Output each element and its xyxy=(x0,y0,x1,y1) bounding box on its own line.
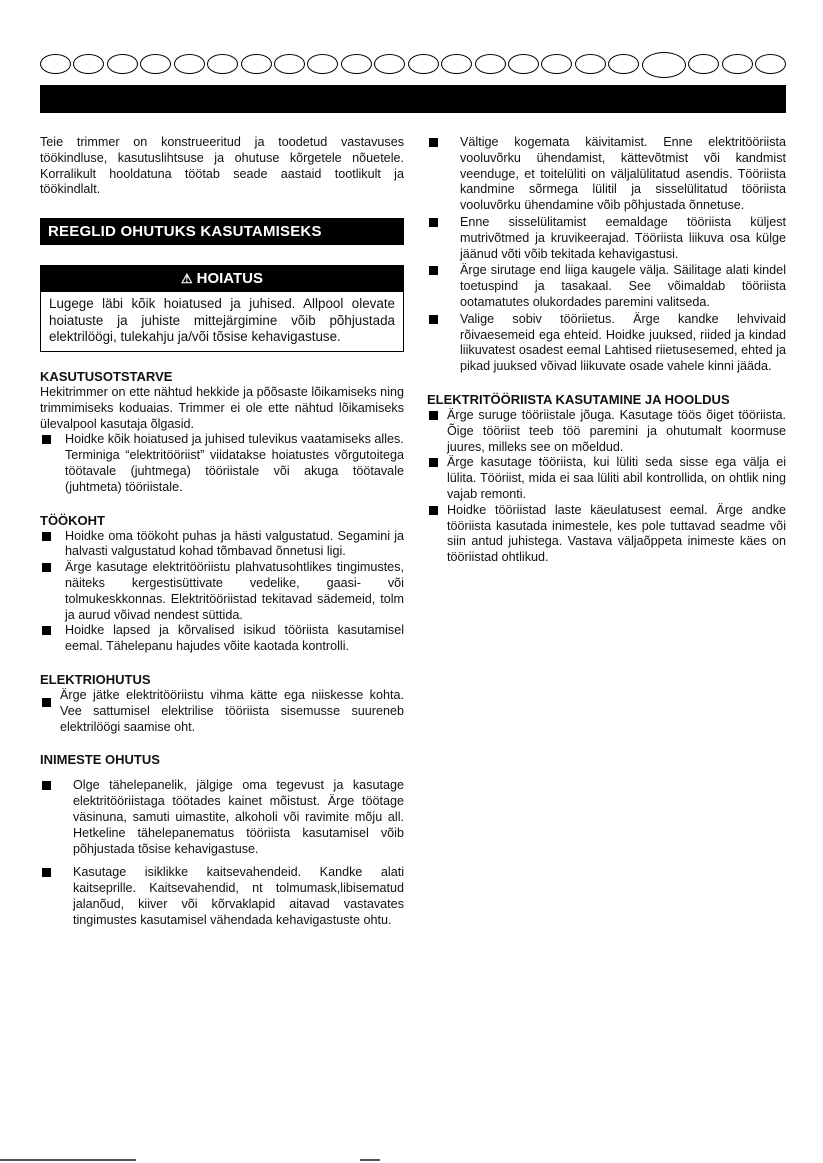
list-item xyxy=(427,135,786,214)
language-tab xyxy=(374,54,405,74)
warning-header xyxy=(41,266,403,292)
list-item-text: Enne sisselülitamist eemaldage tööriista küljest mutrivõtmed ja kruvikeerajad. Tööriista liikuva osa külge jäänud võti võib tekitada kehavigastusi. xyxy=(460,214,786,261)
language-tab xyxy=(274,54,305,74)
electrical-list xyxy=(40,688,404,735)
language-tab xyxy=(408,54,439,74)
language-tab xyxy=(40,54,71,74)
bullet-icon xyxy=(429,266,438,275)
language-tab xyxy=(608,54,639,74)
use-list xyxy=(40,432,404,448)
bullet-icon xyxy=(42,563,51,572)
list-item-text: Hoidke tööriistad laste käeulatusest eemal. Ärge andke tööriista kasutada inimestele, kes pole tuttavad seadme või siin antud juhistega. Vastava väljaõppeta inimeste käes on tööriistad ohtlikud. xyxy=(447,502,786,565)
language-tab xyxy=(722,54,753,74)
bullet-icon xyxy=(42,868,51,877)
list-item xyxy=(427,408,786,455)
list-item-text: Valige sobiv tööriietus. Ärge kandke lehvivaid rõivaesemeid ega ehteid. Hoidke juuksed, riided ja kindad liikuvatest osadest eemal Lahtised riietusesemed, ehted ja pikad juuksed võivad liikuvate osade vahele kinni jääda. xyxy=(460,311,786,374)
bullet-icon xyxy=(42,626,51,635)
personal-list-continued xyxy=(427,135,786,375)
warning-text: Lugege läbi kõik hoiatused ja juhised. Allpool olevate hoiatuste ja juhiste mittejärgimine võib põhjustada elektrilöögi, tulekahju ja/või tõsise kehavigastuse. xyxy=(49,296,395,345)
footer-mark xyxy=(0,1159,90,1161)
list-item-text: Hoidke kõik hoiatused ja juhised tulevikus vaatamiseks alles. xyxy=(65,432,404,447)
list-item xyxy=(40,865,404,928)
language-tab xyxy=(508,54,539,74)
list-item-text: Olge tähelepanelik, jälgige oma tegevust ja kasutage elektritööriistaga töötades kainet mõistust. Ärge töötage väsinuna, samuti uimastite, alkoholi või ravimite mõju all. Hetkeline tähelepanematus tööriista kasutamisel võib põhjustada tõsise kehavigastuse. xyxy=(73,778,404,856)
list-item-text: Hoidke lapsed ja kõrvalised isikud tööriista kasutamisel eemal. Tähelepanu hajudes võite kaotada kontrolli. xyxy=(65,623,404,654)
footer-strip xyxy=(0,1156,823,1163)
left-column xyxy=(40,135,404,928)
bullet-icon xyxy=(429,458,438,467)
bullet-icon xyxy=(429,411,438,420)
list-item-text: Ärge kasutage tööriista, kui lüliti seda sisse ega välja ei lülita. Tööriist, mida ei saa lüliti abil kontrollida, on ohtlik ning vajab remonti. xyxy=(447,455,786,501)
intro-paragraph: Teie trimmer on konstrueeritud ja toodetud vastavuses töökindluse, kasutuslihtsuse ja ohutuse kõrgetele nõuetele. Korralikult hooldatuna töötab seade aastaid tootlikult ja töökindlalt. xyxy=(40,135,404,197)
language-tab xyxy=(575,54,606,74)
language-tab xyxy=(441,54,472,74)
list-item-text: Ärge kasutage elektritööriistu plahvatusohtlikes tingimustes, näiteks kergestisüttivate vedelike, gaasi- või tolmukeskkonnas. Elektritööriistad tekitavad sädemeid, tolm ja aurud võivad nendest süttida. xyxy=(65,560,404,622)
header-bar xyxy=(40,85,786,113)
electrical-heading: ELEKTRIOHUTUS xyxy=(40,671,151,687)
bullet-icon xyxy=(42,435,51,444)
language-tab xyxy=(755,54,786,74)
list-item-text: Ärge jätke elektritööriistu vihma kätte ega niiskesse kohta. Vee sattumisel elektrilise tööriista sisemusse suureneb elektrilöögi saamise oht. xyxy=(60,687,404,734)
workplace-list xyxy=(40,529,404,655)
warning-triangle-icon: ⚠ xyxy=(180,271,193,287)
language-tab xyxy=(541,54,572,74)
list-item-text: Vältige kogemata käivitamist. Enne elektritööriista vooluvõrku ühendamist, kättevõtmist või kandmist veenduge, et toitelüliti on väljalülitatud asendis. Tööriista kandmine sõrmega lülitil ja sisselülitatud tööriista vooluvõrku ühendamine võib põhjustada õnnetuse. xyxy=(460,135,786,213)
use-text: Hekitrimmer on ette nähtud hekkide ja põõsaste lõikamiseks ning trimmimiseks koduaias. Trimmer ei ole ette nähtud lõikamiseks ülevalpool kasutaja õlgasid. xyxy=(40,384,404,431)
tool-use-list xyxy=(427,408,786,566)
list-item xyxy=(427,312,786,375)
footer-mark xyxy=(360,1159,380,1161)
bullet-icon xyxy=(429,218,438,227)
use-subtext: Terminiga “elektritööriist” viidatakse hoiatustes võrgutoitega töötavale (juhtmega) tööriistale või akuga töötavale (juhtmeta) tööriistale. xyxy=(65,448,404,494)
footer-mark xyxy=(88,1159,136,1161)
language-tab xyxy=(107,54,138,74)
list-item xyxy=(427,215,786,262)
warning-title: HOIATUS xyxy=(196,270,264,288)
language-tab xyxy=(207,54,238,74)
bullet-icon xyxy=(42,532,51,541)
list-item-text: Ärge suruge tööriistale jõuga. Kasutage töös õiget tööriista. Õige tööriist teeb töö paremini ja ohutumalt koormuse juures, milleks see on mõeldud. xyxy=(447,407,786,454)
personal-list xyxy=(40,778,404,928)
tool-use-heading: ELEKTRITÖÖRIISTA KASUTAMINE JA HOOLDUS xyxy=(427,391,730,407)
personal-heading: INIMESTE OHUTUS xyxy=(40,752,160,768)
use-heading: KASUTUSOTSTARVE xyxy=(40,368,173,384)
right-column xyxy=(427,135,786,566)
bullet-icon xyxy=(429,315,438,324)
language-tabs xyxy=(40,52,786,78)
language-tab xyxy=(475,54,506,74)
warning-box xyxy=(40,265,404,352)
language-tab xyxy=(688,54,719,74)
list-item-text: Hoidke oma töökoht puhas ja hästi valgustatud. Segamini ja halvasti valgustatud kohad tõmbavad õnnetusi ligi. xyxy=(65,528,404,559)
bullet-icon xyxy=(429,138,438,147)
language-tab-active xyxy=(642,52,686,78)
list-item xyxy=(40,560,404,623)
list-item xyxy=(427,455,786,502)
list-item-text: Kasutage isiklikke kaitsevahendeid. Kandke alati kaitseprille. Kaitsevahendid, nt tolmumask,libisematud jalanõud, kiiver või kõrvaklapid aitavad vastavates tingimustes kasutamisel vähendada kehavigastuste ohtu. xyxy=(73,865,404,927)
list-item xyxy=(40,529,404,561)
list-item xyxy=(427,263,786,310)
language-tab xyxy=(241,54,272,74)
bullet-icon xyxy=(429,506,438,515)
list-item xyxy=(40,688,404,735)
list-item-text: Ärge sirutage end liiga kaugele välja. Säilitage alati kindel toetuspind ja tasakaal. See võimaldab tööriista ootamatutes olukordades paremini valitseda. xyxy=(460,263,786,309)
list-item xyxy=(40,432,404,448)
language-tab xyxy=(341,54,372,74)
language-tab xyxy=(73,54,104,74)
bullet-icon xyxy=(42,781,51,790)
language-tab xyxy=(140,54,171,74)
list-item xyxy=(427,503,786,566)
language-tab xyxy=(174,54,205,74)
workplace-heading: TÖÖKOHT xyxy=(40,512,105,528)
bullet-icon xyxy=(42,698,51,707)
list-item xyxy=(40,623,404,655)
safety-rules-title: REEGLID OHUTUKS KASUTAMISEKS xyxy=(40,218,404,245)
language-tab xyxy=(307,54,338,74)
list-item xyxy=(40,778,404,857)
